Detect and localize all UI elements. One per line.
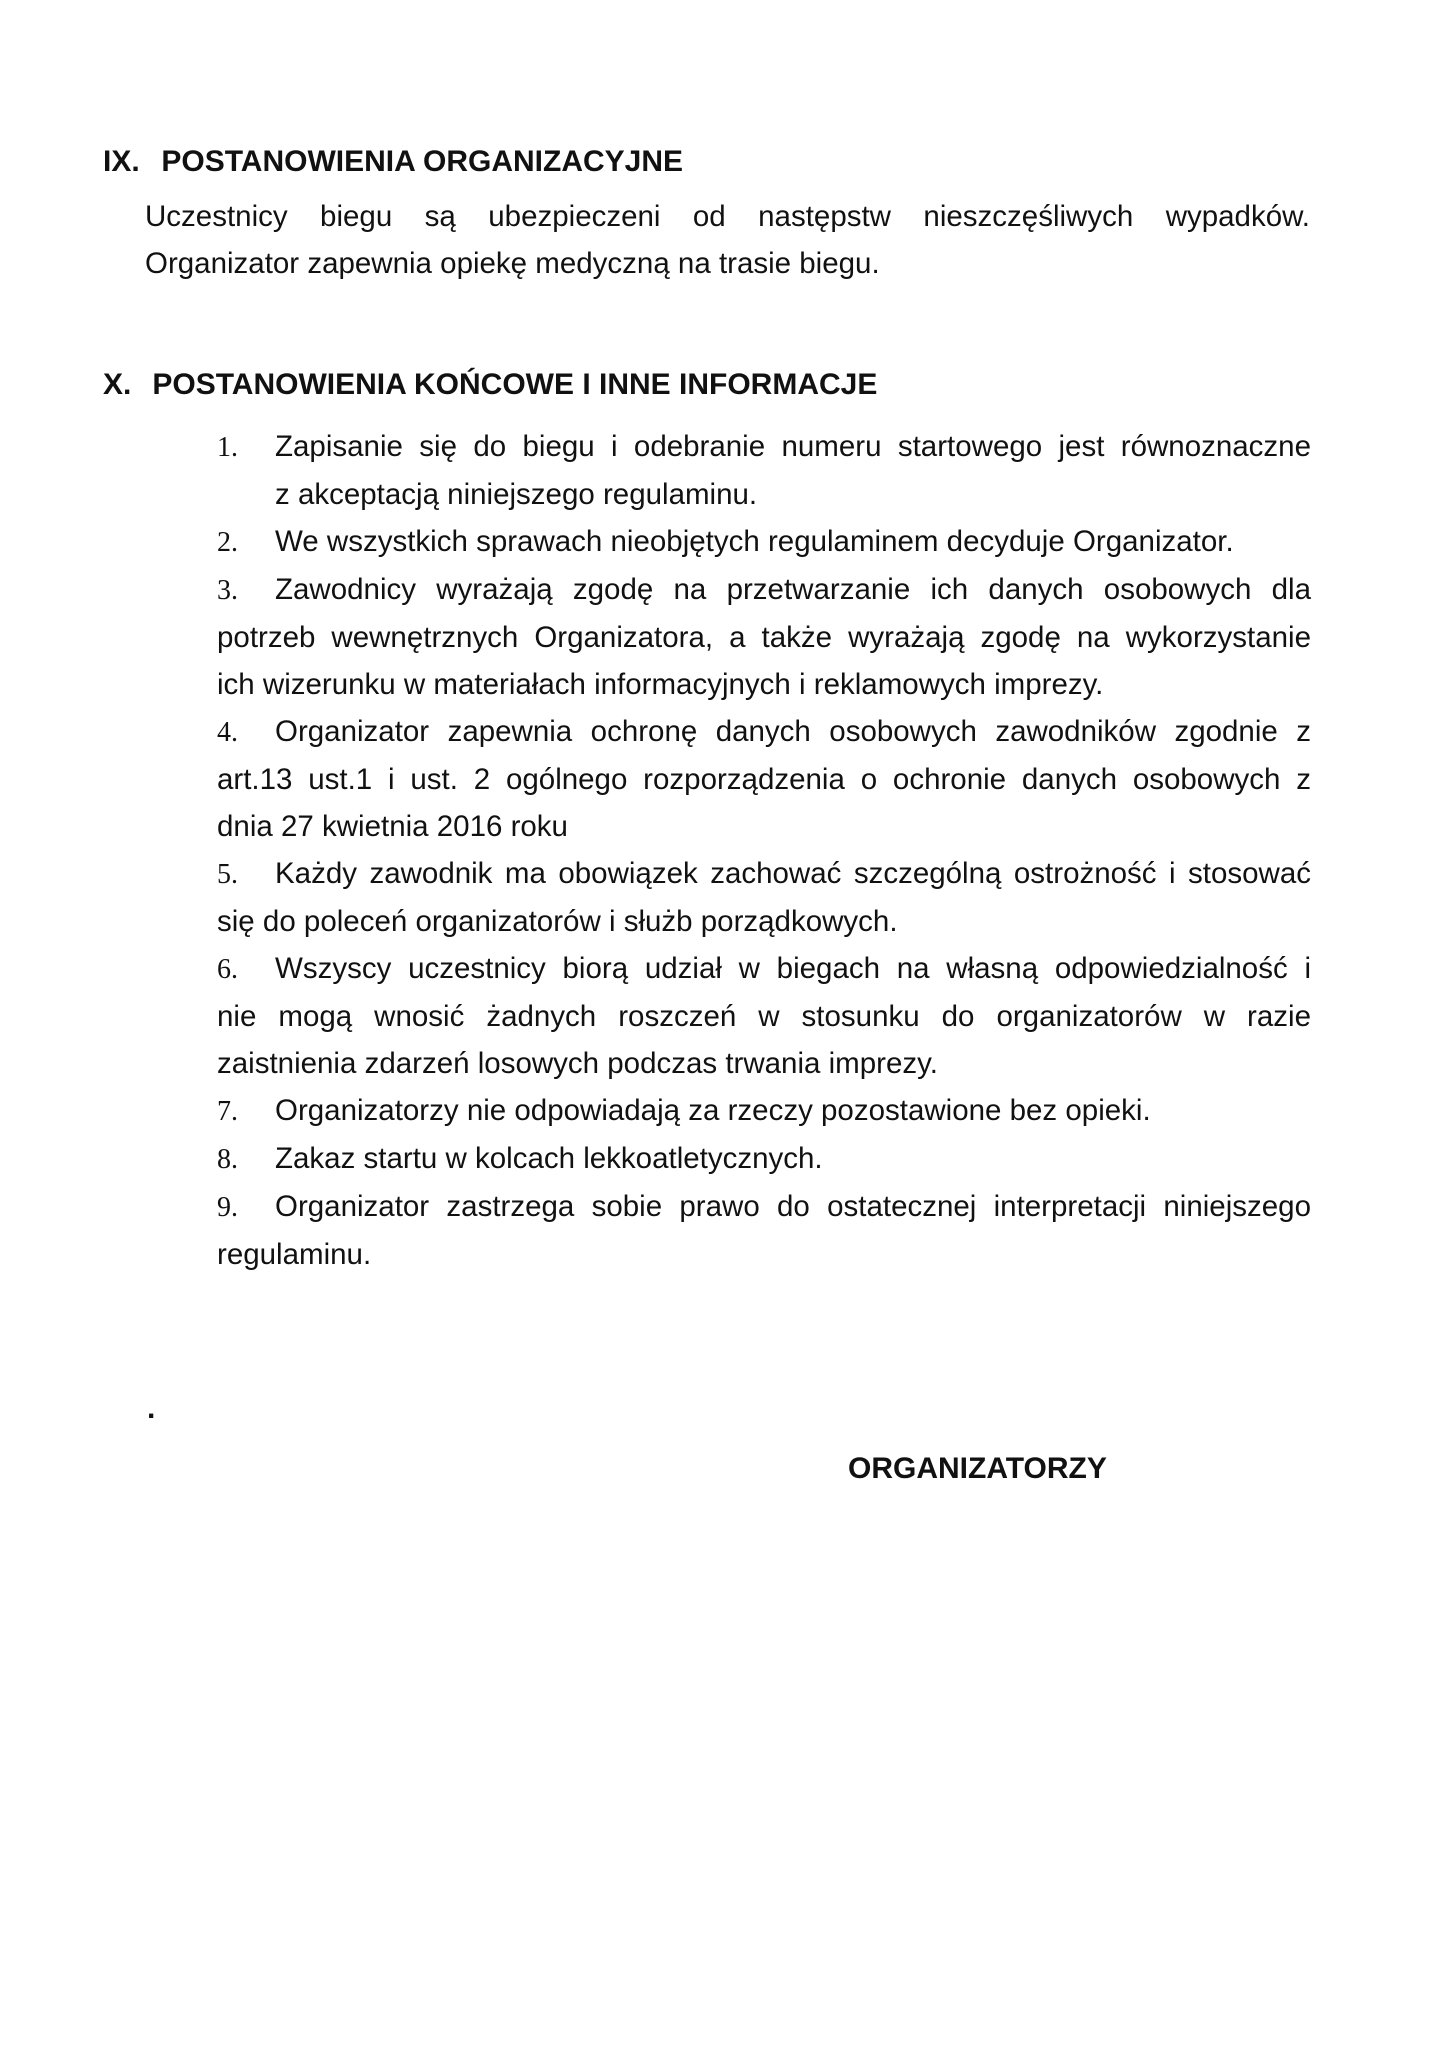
section-ix-paragraph [145,193,1310,287]
section-x-heading [103,366,877,404]
list-item [217,566,1311,708]
list-item-number: 9. [217,1192,238,1223]
list-item-line: art.13 ust.1 i ust. 2 ogólnego rozporządzenia o ochronie danych osobowych z [217,763,1311,796]
list-item-text: Każdy zawodnik ma obowiązek zachować szczególną ostrożność i stosować [275,857,1311,890]
section-ix-number: IX. [103,145,140,178]
section-x-title: POSTANOWIENIA KOŃCOWE I INNE INFORMACJE [152,368,878,401]
list-item-number: 7. [217,1096,238,1127]
list-item-line [217,423,1311,471]
list-item [217,1183,1311,1278]
list-item-number: 3. [217,575,238,606]
list-item [217,518,1311,566]
list-item-line: się do poleceń organizatorów i służb porządkowych. [217,905,898,938]
section-ix-line: Uczestnicy biegu są ubezpieczeni od następstw nieszczęśliwych wypadków. [145,200,1310,233]
list-item-line [217,518,1311,566]
list-item-number: 5. [217,859,238,890]
list-item-line [217,471,1311,518]
list-item-line [217,566,1311,614]
list-item-number: 2. [217,527,238,558]
list-item-line: regulaminu. [217,1238,372,1271]
list-item [217,423,1311,518]
list-item [217,708,1311,850]
list-item-line: dnia 27 kwietnia 2016 roku [217,810,568,843]
list-item-text: Zakaz startu w kolcach lekkoatletycznych. [275,1142,823,1175]
list-item-text: Zapisanie się do biegu i odebranie numeru startowego jest równoznaczne [275,430,1311,463]
list-item-text: Organizatorzy nie odpowiadają za rzeczy pozostawione bez opieki. [275,1094,1151,1127]
list-item [217,945,1311,1087]
list-item-number: 8. [217,1144,238,1175]
section-ix-line: Organizator zapewnia opiekę medyczną na trasie biegu. [145,247,880,280]
signature-label: ORGANIZATORZY [848,1452,1107,1485]
list-item-line: zaistnienia zdarzeń losowych podczas trwania imprezy. [217,1047,938,1080]
list-item-line: potrzeb wewnętrznych Organizatora, a także wyrażają zgodę na wykorzystanie [217,621,1311,654]
list-item [217,1135,1311,1183]
list-item [217,1087,1311,1135]
section-ix-heading [103,143,683,181]
list-item-number: 1. [217,432,238,463]
list-item-text: Wszyscy uczestnicy biorą udział w biegach na własną odpowiedzialność i [275,952,1311,985]
list-item-number: 6. [217,954,238,985]
list-item-line [217,708,1311,756]
list-item-line [217,1087,1311,1135]
list-item-line [217,1135,1311,1183]
list-item-text: z akceptacją niniejszego regulaminu. [275,478,758,511]
list-item-text: Organizator zastrzega sobie prawo do ostatecznej interpretacji niniejszego [275,1190,1311,1223]
list-item-number: 4. [217,717,238,748]
list-item [217,850,1311,945]
list-item-text: Zawodnicy wyrażają zgodę na przetwarzanie ich danych osobowych dla [275,573,1311,606]
list-item-line [217,1183,1311,1231]
stray-mark: . [147,1392,156,1425]
list-item-line: ich wizerunku w materiałach informacyjnych i reklamowych imprezy. [217,668,1104,701]
section-x-list [217,423,1311,1278]
list-item-text: Organizator zapewnia ochronę danych osobowych zawodników zgodnie z [275,715,1311,748]
section-x-number: X. [103,368,132,401]
list-item-line [217,850,1311,898]
list-item-text: We wszystkich sprawach nieobjętych regulaminem decyduje Organizator. [275,525,1234,558]
list-item-line [217,945,1311,993]
section-ix-title: POSTANOWIENIA ORGANIZACYJNE [161,145,684,178]
list-item-line: nie mogą wnosić żadnych roszczeń w stosunku do organizatorów w razie [217,1000,1311,1033]
